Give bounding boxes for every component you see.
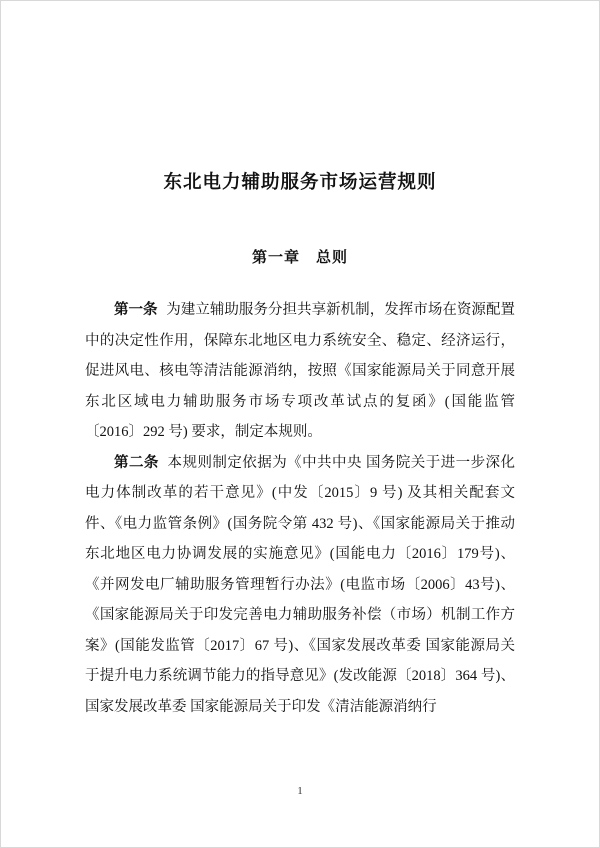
article-1-text: 为建立辅助服务分担共享新机制，发挥市场在资源配置中的决定性作用，保障东北地区电力系统安全、稳定、经济运行，促进风电、核电等清洁能源消纳，按照《国家能源局关于同意开展东北区域电力辅助服务市场专项改革试点的复函》(国能监管〔2016〕292 号) 要求，制定本规则。: [85, 302, 515, 440]
article-1-label: 第一条: [114, 302, 158, 318]
paragraph-article-1: [85, 295, 515, 448]
article-2-text: 本规则制定依据为《中共中央 国务院关于进一步深化电力体制改革的若干意见》(中发〔2015〕9 号) 及其相关配套文件、《电力监管条例》(国务院令第 432 号)、《国家能源局关于推动东北地区电力协调发展的实施意见》(国能电力〔2016〕179号)、《并网发电厂辅助服务管理暂行办法》(电监市场〔2006〕43号)、《国家能源局关于印发完善电力辅助服务补偿（市场）机制工作方案》(国能发监管〔2017〕67 号)、《国家发展改革委 国家能源局关于提升电力系统调节能力的指导意见》(发改能源〔2018〕364 号)、国家发展改革委 国家能源局关于印发《清洁能源消纳行: [85, 454, 516, 715]
document-title: 东北电力辅助服务市场运营规则: [163, 171, 437, 192]
paragraph-article-2: [85, 448, 515, 723]
document-body: [85, 295, 515, 722]
chapter-heading: 第一章 总则: [251, 249, 348, 266]
article-2-label: 第二条: [114, 454, 159, 471]
page-number: 1: [297, 785, 303, 797]
